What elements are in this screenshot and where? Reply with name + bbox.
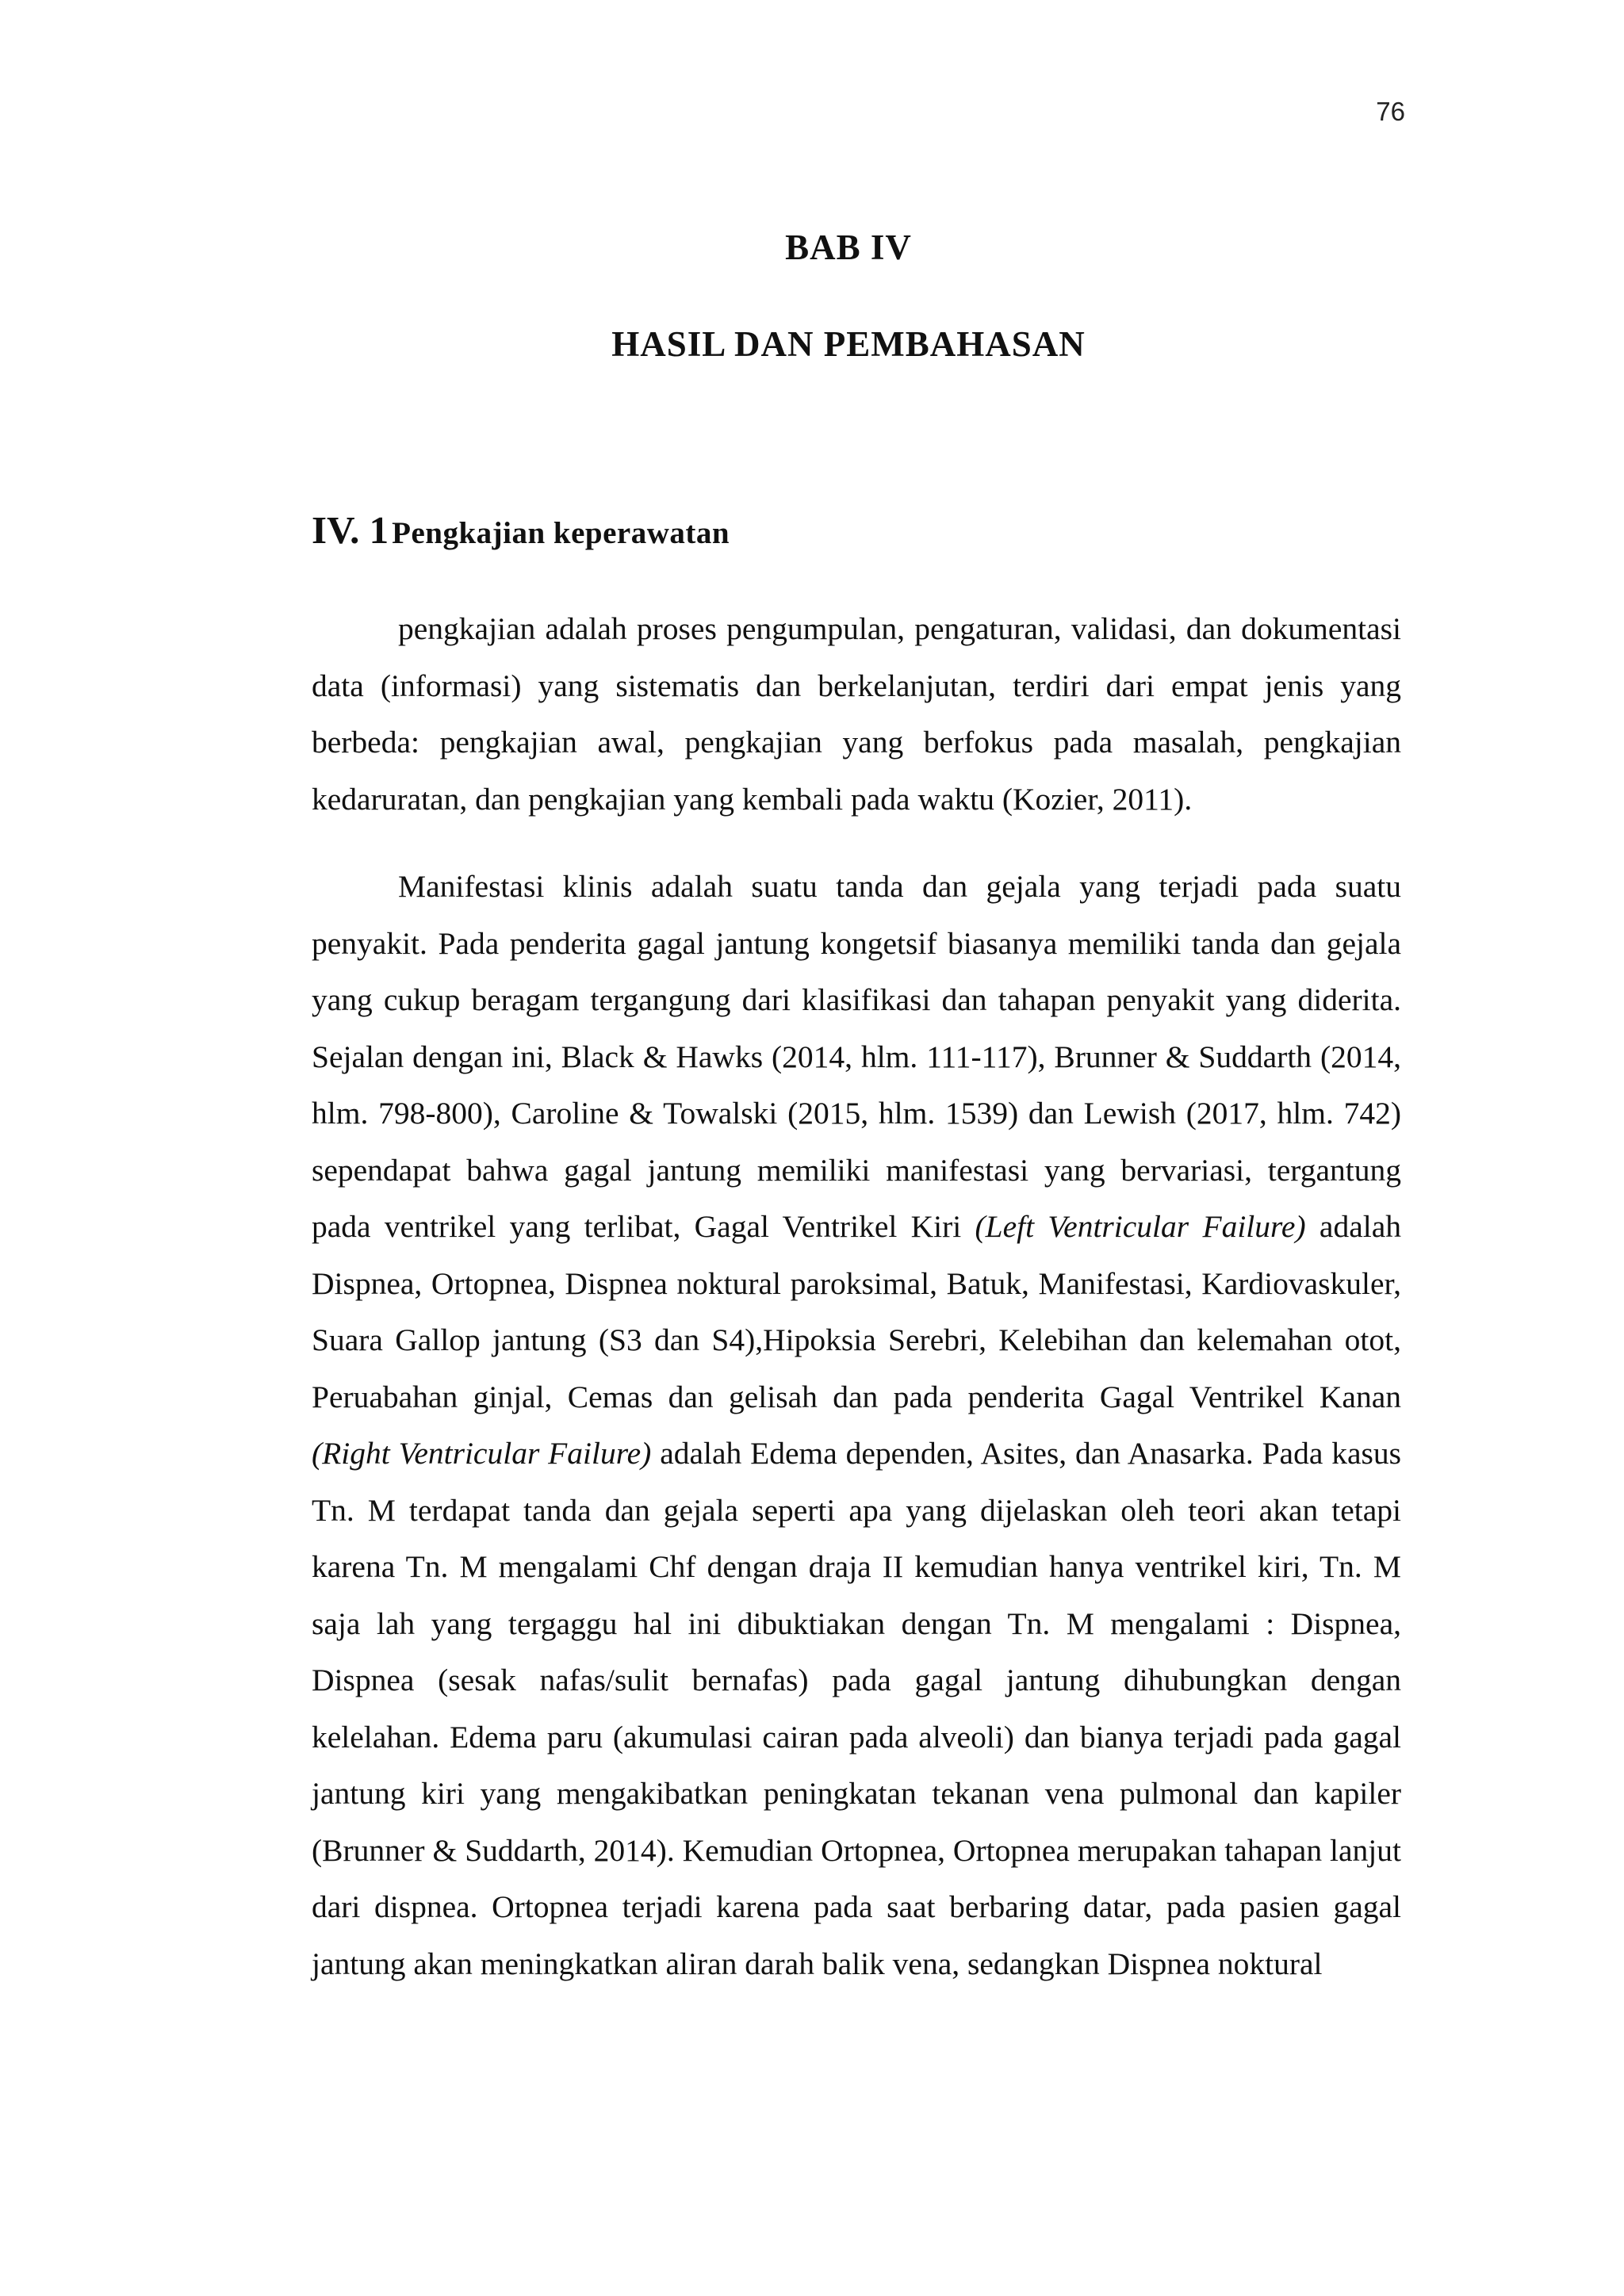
paragraph-2-italic-right-ventricular: (Right Ventricular Failure) xyxy=(312,1436,652,1471)
chapter-title: HASIL DAN PEMBAHASAN xyxy=(611,324,1086,364)
paragraph-2-text-b: adalah Dispnea, Ortopnea, Dispnea noktural paroksimal, Batuk, Manifestasi, Kardiovaskuler, Suara Gallop jantung (S3 dan S4),Hipoksia Serebri, Kelebihan dan kelemahan otot, Peruabahan ginjal, Cemas dan gelisah dan pada penderita Gagal Ventrikel Kanan xyxy=(312,1209,1401,1414)
section-number: IV. 1 xyxy=(312,508,389,552)
section-title: Pengkajian keperawatan xyxy=(392,516,730,550)
paragraph-2-italic-left-ventricular: (Left Ventricular Failure) xyxy=(975,1209,1306,1244)
paragraph-2-text-c: adalah Edema dependen, Asites, dan Anasarka. Pada kasus Tn. M terdapat tanda dan gejala seperti apa yang dijelaskan oleh teori akan tetapi karena Tn. M mengalami Chf dengan draja II kemudian hanya ventrikel kiri, Tn. M saja lah yang tergaggu hal ini dibuktiakan dengan Tn. M mengalami : Dispnea, Dispnea (sesak nafas/sulit bernafas) pada gagal jantung dihubungkan dengan kelelahan. Edema paru (akumulasi cairan pada alveoli) dan bianya terjadi pada gagal jantung kiri yang mengakibatkan peningkatan tekanan vena pulmonal dan kapiler (Brunner & Suddarth, 2014). Kemudian Ortopnea, Ortopnea merupakan tahapan lanjut dari dispnea. Ortopnea terjadi karena pada saat berbaring datar, pada pasien gagal jantung akan meningkatkan aliran darah balik vena, sedangkan Dispnea noktural xyxy=(312,1436,1401,1981)
paragraph-2 xyxy=(312,859,1401,1992)
page-number: 76 xyxy=(1376,97,1405,126)
chapter-label: BAB IV xyxy=(785,228,912,267)
paragraph-1-text: pengkajian adalah proses pengumpulan, pengaturan, validasi, dan dokumentasi data (informasi) yang sistematis dan berkelanjutan, terdiri dari empat jenis yang berbeda: pengkajian awal, pengkajian yang berfokus pada masalah, pengkajian kedaruratan, dan pengkajian yang kembali pada waktu (Kozier, 2011). xyxy=(312,611,1401,817)
section-heading xyxy=(312,507,730,553)
paragraph-2-text-a: Manifestasi klinis adalah suatu tanda dan gejala yang terjadi pada suatu penyakit. Pada penderita gagal jantung kongetsif biasanya memiliki tanda dan gejala yang cukup beragam tergangung dari klasifikasi dan tahapan penyakit yang diderita. Sejalan dengan ini, Black & Hawks (2014, hlm. 111-117), Brunner & Suddarth (2014, hlm. 798-800), Caroline & Towalski (2015, hlm. 1539) dan Lewish (2017, hlm. 742) sependapat bahwa gagal jantung memiliki manifestasi yang bervariasi, tergantung pada ventrikel yang terlibat, Gagal Ventrikel Kiri xyxy=(312,869,1401,1244)
paragraph-1 xyxy=(312,601,1401,828)
